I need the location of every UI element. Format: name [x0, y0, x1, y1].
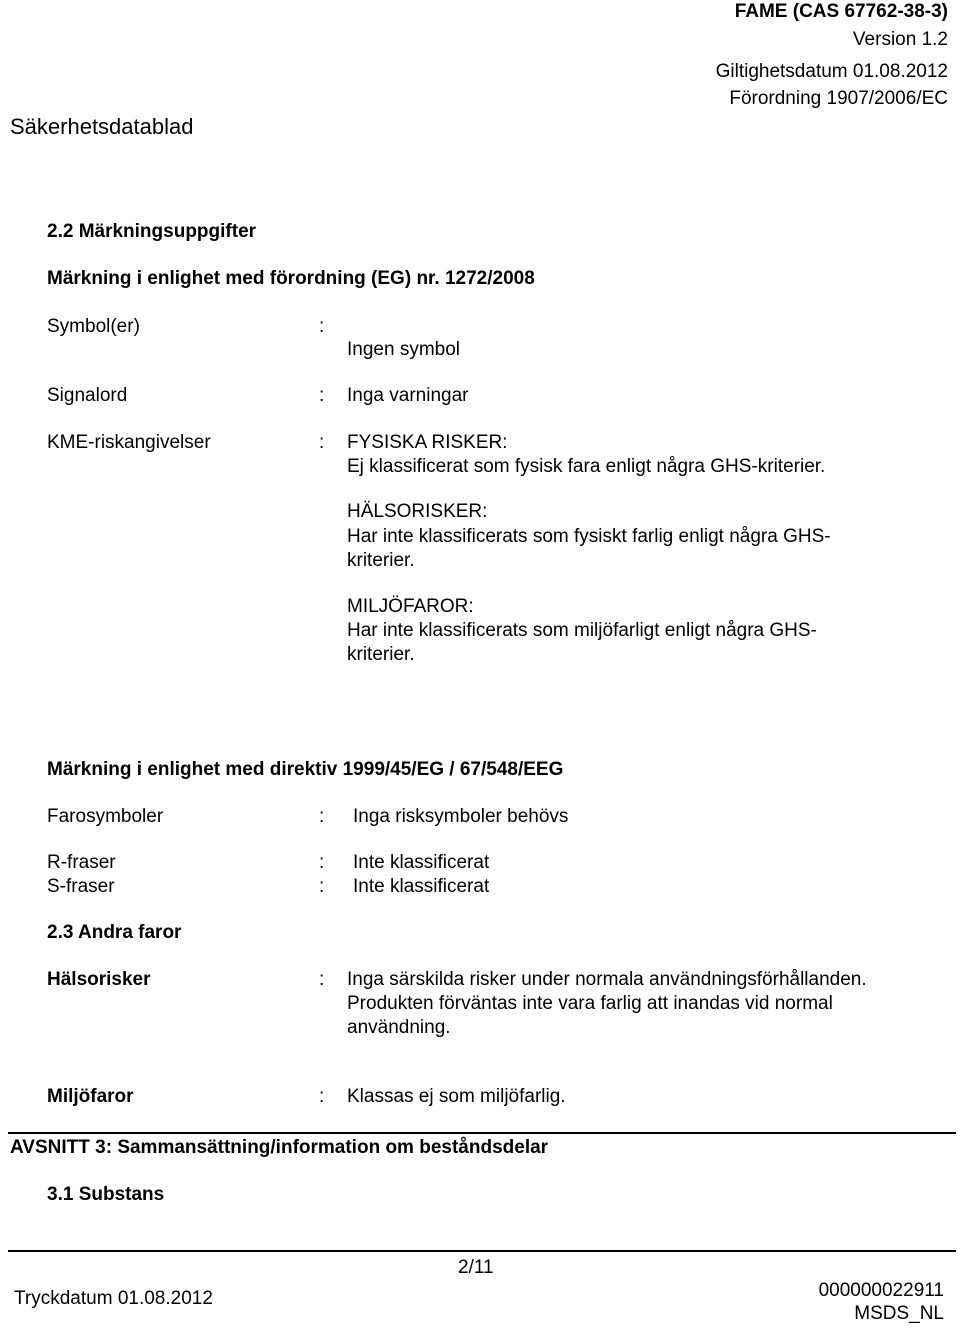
s-phrases-label: S-fraser [47, 876, 115, 897]
signal-word-label: Signalord [47, 385, 128, 406]
s-phrases-value: Inte klassificerat [353, 876, 490, 897]
footer-divider [8, 1250, 956, 1252]
hazard-statements-label: KME-riskangivelser [47, 432, 211, 453]
r-phrases-label: R-fraser [47, 852, 116, 873]
dsd-labelling-heading: Märkning i enlighet med direktiv 1999/45/EG / 67/548/EEG [47, 759, 564, 780]
section-heading-2-2: 2.2 Märkningsuppgifter [47, 221, 257, 242]
colon: : [319, 1086, 325, 1107]
r-phrases-value: Inte klassificerat [353, 852, 490, 873]
colon: : [319, 316, 325, 337]
document-code: MSDS_NL [854, 1303, 944, 1324]
hazard-line-env-text-cont: kriterier. [347, 644, 415, 665]
health-hazards-line-1: Inga särskilda risker under normala användningsförhållanden. [347, 969, 867, 990]
hazard-line-health-heading: HÄLSORISKER: [347, 501, 488, 522]
clp-labelling-heading: Märkning i enlighet med förordning (EG) nr. 1272/2008 [47, 268, 535, 289]
document-number: 000000022911 [818, 1280, 944, 1301]
hazard-line-env-text: Har inte klassificerats som miljöfarligt enligt några GHS- [347, 620, 817, 641]
colon: : [319, 385, 325, 406]
page-number: 2/11 [458, 1257, 494, 1278]
version-label: Version 1.2 [852, 29, 948, 50]
section-heading-2-3: 2.3 Andra faror [47, 922, 182, 943]
section-heading-3: AVSNITT 3: Sammansättning/information om beståndsdelar [10, 1137, 549, 1158]
signal-word-value: Inga varningar [347, 385, 469, 406]
colon: : [319, 852, 325, 873]
product-name: FAME (CAS 67762-38-3) [734, 1, 948, 22]
health-hazards-line-3: användning. [347, 1017, 451, 1038]
environmental-hazards-label: Miljöfaror [47, 1086, 134, 1107]
document-title: Säkerhetsdatablad [10, 114, 194, 139]
symbol-label: Symbol(er) [47, 316, 140, 337]
symbol-value: Ingen symbol [347, 339, 461, 360]
colon: : [319, 806, 325, 827]
colon: : [319, 969, 325, 990]
environmental-hazards-value: Klassas ej som miljöfarlig. [347, 1086, 566, 1107]
health-hazards-line-2: Produkten förväntas inte vara farlig att inandas vid normal [347, 993, 833, 1014]
validity-date: Giltighetsdatum 01.08.2012 [715, 61, 948, 82]
subsection-heading-3-1: 3.1 Substans [47, 1184, 165, 1205]
print-date: Tryckdatum 01.08.2012 [14, 1288, 213, 1309]
colon: : [319, 876, 325, 897]
hazard-line-health-text: Har inte klassificerats som fysiskt farlig enligt några GHS- [347, 526, 831, 547]
regulation-label: Förordning 1907/2006/EC [729, 88, 948, 109]
hazard-line-physical-heading: FYSISKA RISKER: [347, 432, 508, 453]
hazard-line-physical-text: Ej klassificerat som fysisk fara enligt några GHS-kriterier. [347, 456, 826, 477]
section-divider [8, 1132, 956, 1134]
hazard-symbols-label: Farosymboler [47, 806, 164, 827]
colon: : [319, 432, 325, 453]
hazard-line-health-text-cont: kriterier. [347, 550, 415, 571]
hazard-line-env-heading: MILJÖFAROR: [347, 596, 474, 617]
health-hazards-label: Hälsorisker [47, 969, 151, 990]
hazard-symbols-value: Inga risksymboler behövs [353, 806, 569, 827]
